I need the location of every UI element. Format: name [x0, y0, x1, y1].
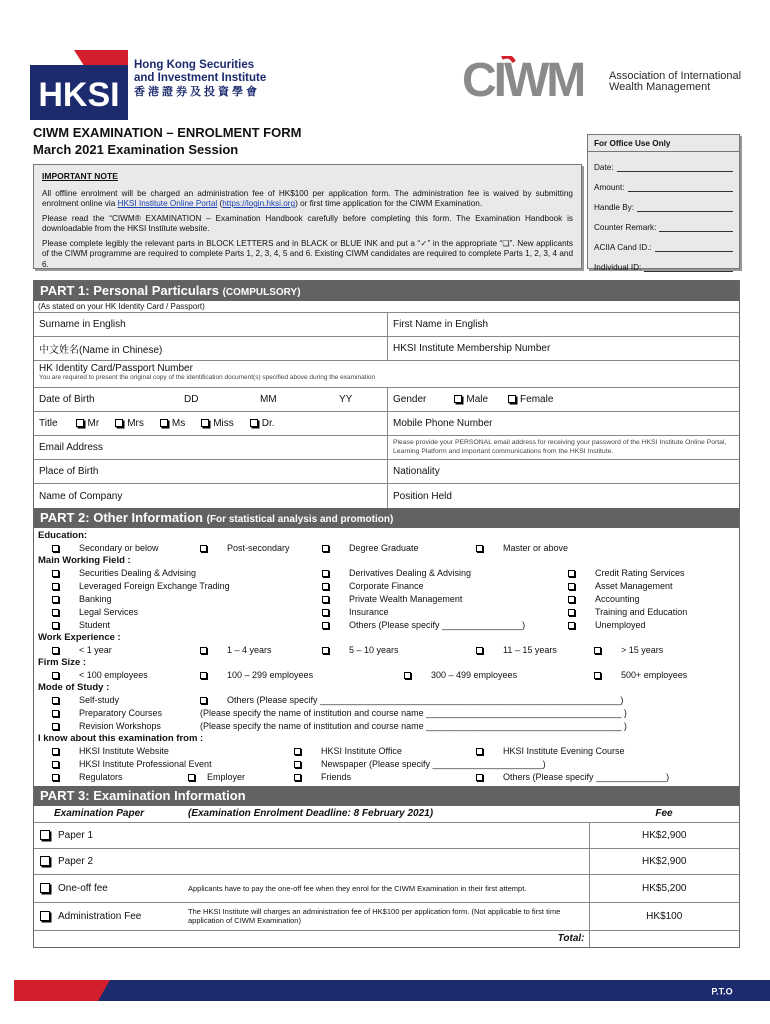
- first-name-field[interactable]: First Name in English: [387, 313, 739, 336]
- part1-subnote: (As stated on your HK Identity Card / Passport): [34, 301, 739, 313]
- mobile-field[interactable]: Mobile Phone Number: [387, 412, 739, 435]
- col-paper: Examination Paper: [54, 808, 145, 820]
- firm-size-option[interactable]: 300 – 499 employees: [404, 669, 517, 682]
- know-option[interactable]: HKSI Institute Evening Course: [476, 745, 625, 758]
- email-note: Please provide your PERSONAL email address for receiving your password of the HKSI Institute Online Portal, Learning Platform and important communications from the HKSI Institute.: [387, 436, 739, 459]
- working-option[interactable]: Student: [52, 619, 110, 632]
- office-individual-id[interactable]: Individual ID:: [588, 252, 739, 272]
- know-option[interactable]: HKSI Institute Office: [294, 745, 402, 758]
- working-option[interactable]: Training and Education: [568, 606, 687, 619]
- hksi-logo-mark: [30, 50, 128, 120]
- admin-fee-amount: HK$100: [589, 902, 739, 930]
- gender-field: Gender Male Female: [387, 388, 739, 411]
- part3-heading: PART 3: Examination Information: [34, 786, 739, 806]
- surname-field[interactable]: Surname in English: [39, 319, 126, 330]
- experience-option[interactable]: 1 – 4 years: [200, 644, 272, 657]
- table-row: [34, 848, 739, 874]
- footer-bar: [0, 980, 770, 1001]
- ciwm-tagline: [609, 71, 741, 93]
- exam-table: [34, 806, 739, 947]
- know-heading: I know about this examination from :: [38, 733, 204, 744]
- education-option[interactable]: Secondary or below: [52, 542, 159, 555]
- firm-size-heading: Firm Size :: [38, 657, 87, 668]
- table-row: [34, 874, 739, 902]
- mode-spec: (Please specify the name of institution and course name _______________________________________ ): [200, 721, 627, 731]
- chinese-name-field[interactable]: 中文姓名(Name in Chinese): [39, 345, 163, 356]
- working-option[interactable]: Private Wealth Management: [322, 593, 462, 606]
- table-row: [34, 822, 739, 848]
- checkbox[interactable]: [508, 395, 516, 403]
- place-of-birth-field[interactable]: Place of Birth: [39, 466, 99, 477]
- form-title-session: March 2021 Examination Session: [33, 142, 239, 157]
- hksi-logo: [30, 50, 275, 120]
- education-option[interactable]: Degree Graduate: [322, 542, 419, 555]
- know-option[interactable]: Regulators: [52, 771, 123, 784]
- office-counter-remark[interactable]: Counter Remark:: [588, 212, 739, 232]
- hksi-name-zh: 香港證券及投資學會: [134, 86, 260, 98]
- firm-size-option[interactable]: < 100 employees: [52, 669, 148, 682]
- experience-heading: Work Experience :: [38, 632, 121, 643]
- hkid-note: You are required to present the original copy of the identification document(s) specified above during the examination: [39, 374, 376, 381]
- admin-fee-desc: The HKSI Institute will charges an administration fee of HK$100 per application form. (Not applicable to first time application of CIWM Examination): [184, 902, 589, 930]
- one-off-fee-option[interactable]: One-off fee: [34, 874, 184, 902]
- experience-option[interactable]: < 1 year: [52, 644, 112, 657]
- dob-field[interactable]: Date of Birth DD MM YY: [39, 394, 353, 405]
- admin-fee-option[interactable]: Administration Fee: [34, 902, 184, 930]
- mode-option[interactable]: Revision Workshops: [52, 720, 161, 733]
- know-option[interactable]: Newspaper (Please specify ______________________): [294, 758, 546, 771]
- enrolment-form: [33, 280, 740, 948]
- working-option[interactable]: Legal Services: [52, 606, 138, 619]
- paper1-fee: HK$2,900: [589, 822, 739, 848]
- hksi-name-line2: and Investment Institute: [134, 72, 267, 84]
- working-option[interactable]: Others (Please specify ________________): [322, 619, 525, 632]
- mode-spec: (Please specify the name of institution and course name _______________________________________ ): [200, 708, 627, 718]
- email-field[interactable]: Email Address: [39, 442, 103, 453]
- experience-option[interactable]: 5 – 10 years: [322, 644, 399, 657]
- mode-option[interactable]: Preparatory Courses: [52, 707, 162, 720]
- firm-size-option[interactable]: 500+ employees: [594, 669, 687, 682]
- working-option[interactable]: Banking: [52, 593, 112, 606]
- mode-option[interactable]: Self-study: [52, 694, 119, 707]
- checkbox[interactable]: [454, 395, 462, 403]
- one-off-fee-amount: HK$5,200: [589, 874, 739, 902]
- note-p2: Please read the “CIWM® EXAMINATION – Examination Handbook carefully before completing this form. The Examination Handbook is downloadable from the HKSI Institute website.: [42, 213, 573, 233]
- part2-heading: PART 2: Other Information (For statistical analysis and promotion): [34, 508, 739, 528]
- know-option[interactable]: HKSI Institute Website: [52, 745, 169, 758]
- hksi-abbr: HKSI: [38, 76, 120, 114]
- working-option[interactable]: Unemployed: [568, 619, 646, 632]
- paper2-option[interactable]: Paper 2: [34, 848, 184, 874]
- office-heading: For Office Use Only: [588, 135, 739, 152]
- education-option[interactable]: Master or above: [476, 542, 568, 555]
- working-option[interactable]: Securities Dealing & Advising: [52, 567, 196, 580]
- firm-size-option[interactable]: 100 – 299 employees: [200, 669, 313, 682]
- office-date[interactable]: Date:: [588, 152, 739, 172]
- working-option[interactable]: Accounting: [568, 593, 640, 606]
- working-field-heading: Main Working Field :: [38, 555, 131, 566]
- portal-link[interactable]: HKSI Institute Online Portal: [117, 199, 218, 208]
- col-fee: Fee: [655, 808, 673, 820]
- total-label: Total:: [184, 930, 589, 947]
- know-option[interactable]: HKSI Institute Professional Event: [52, 758, 212, 771]
- paper1-option[interactable]: Paper 1: [34, 822, 184, 848]
- gender-male-option[interactable]: Male: [448, 394, 488, 405]
- portal-url-link[interactable]: https://login.hksi.org: [222, 199, 296, 208]
- pto-label: P.T.O: [711, 986, 733, 997]
- office-use-box: [587, 134, 740, 272]
- education-option[interactable]: Post-secondary: [200, 542, 290, 555]
- form-title: [33, 125, 301, 157]
- working-option[interactable]: Derivatives Dealing & Advising: [322, 567, 471, 580]
- title-miss-option[interactable]: Miss: [195, 418, 234, 429]
- company-field[interactable]: Name of Company: [39, 490, 123, 502]
- part1-heading: PART 1: Personal Particulars (COMPULSORY): [34, 281, 739, 301]
- dob-yy: YY: [339, 394, 353, 405]
- hkid-field[interactable]: HK Identity Card/Passport Number You are required to present the original copy of the identification document(s) specified above during the examination: [34, 361, 739, 388]
- know-option[interactable]: Friends: [294, 771, 351, 784]
- experience-option[interactable]: > 15 years: [594, 644, 663, 657]
- position-field[interactable]: Position Held: [387, 484, 739, 508]
- total-row: [34, 930, 739, 947]
- paper2-fee: HK$2,900: [589, 848, 739, 874]
- mode-others-option[interactable]: Others (Please specify ____________________________________________________________): [200, 694, 623, 707]
- total-field[interactable]: [589, 930, 739, 947]
- ciwm-abbr: CIWM: [462, 56, 584, 102]
- working-option[interactable]: Leveraged Foreign Exchange Trading: [52, 580, 230, 593]
- membership-number-field[interactable]: HKSI Institute Membership Number: [387, 337, 739, 360]
- mode-heading: Mode of Study :: [38, 682, 110, 693]
- title-ms-option[interactable]: Ms: [154, 418, 185, 429]
- education-heading: Education:: [38, 530, 88, 541]
- title-mr-option[interactable]: Mr: [70, 418, 100, 429]
- form-title-main: CIWM EXAMINATION – ENROLMENT FORM: [33, 125, 302, 140]
- working-option[interactable]: Corporate Finance: [322, 580, 424, 593]
- important-note: [33, 164, 582, 269]
- ciwm-line1: Association of International: [609, 70, 742, 82]
- gender-female-option[interactable]: Female: [502, 394, 553, 405]
- dob-mm: MM: [260, 394, 277, 405]
- know-option[interactable]: Others (Please specify ______________): [476, 771, 669, 784]
- one-off-fee-desc: Applicants have to pay the one-off fee when they enrol for the CIWM Examination in their first attempt.: [184, 874, 589, 902]
- part2-body: [34, 528, 739, 786]
- title-mrs-option[interactable]: Mrs: [109, 418, 144, 429]
- nationality-field[interactable]: Nationality: [387, 460, 739, 483]
- dob-dd: DD: [184, 394, 199, 405]
- col-deadline: (Examination Enrolment Deadline: 8 February 2021): [188, 808, 434, 820]
- hksi-name-line1: Hong Kong Securities: [134, 59, 255, 71]
- note-heading: IMPORTANT NOTE: [42, 171, 118, 181]
- working-option[interactable]: Insurance: [322, 606, 389, 619]
- title-field: Title Mr Mrs Ms Miss Dr.: [39, 418, 275, 429]
- working-option[interactable]: Asset Management: [568, 580, 673, 593]
- title-dr-option[interactable]: Dr.: [244, 418, 275, 429]
- know-employer-option[interactable]: Employer: [188, 771, 245, 784]
- note-p1: All offline enrolment will be charged an administration fee of HK$100 per application form. The administration fee is waived by submitting enrolment online via HKSI Institute Online Portal (https://login.hksi.org) or first time application for the CIWM Examination.: [42, 188, 573, 208]
- table-row: [34, 902, 739, 930]
- working-option[interactable]: Credit Rating Services: [568, 567, 685, 580]
- ciwm-line2: Wealth Management: [609, 81, 711, 93]
- office-aciia-id[interactable]: ACIIA Cand ID.:: [588, 232, 739, 252]
- office-amount[interactable]: Amount:: [588, 172, 739, 192]
- note-p3: Please complete legibly the relevant parts in BLOCK LETTERS and in BLACK or BLUE INK and put a “✓” in the appropriate “❑”. New applicants of the CIWM programme are required to complete Parts 1, 2, 3, 4, 5 and 6. Existing CIWM candidates are required to complete Parts 1, 2, 3, 4 and 6.: [42, 238, 573, 269]
- experience-option[interactable]: 11 – 15 years: [476, 644, 557, 657]
- office-handle-by[interactable]: Handle By:: [588, 192, 739, 212]
